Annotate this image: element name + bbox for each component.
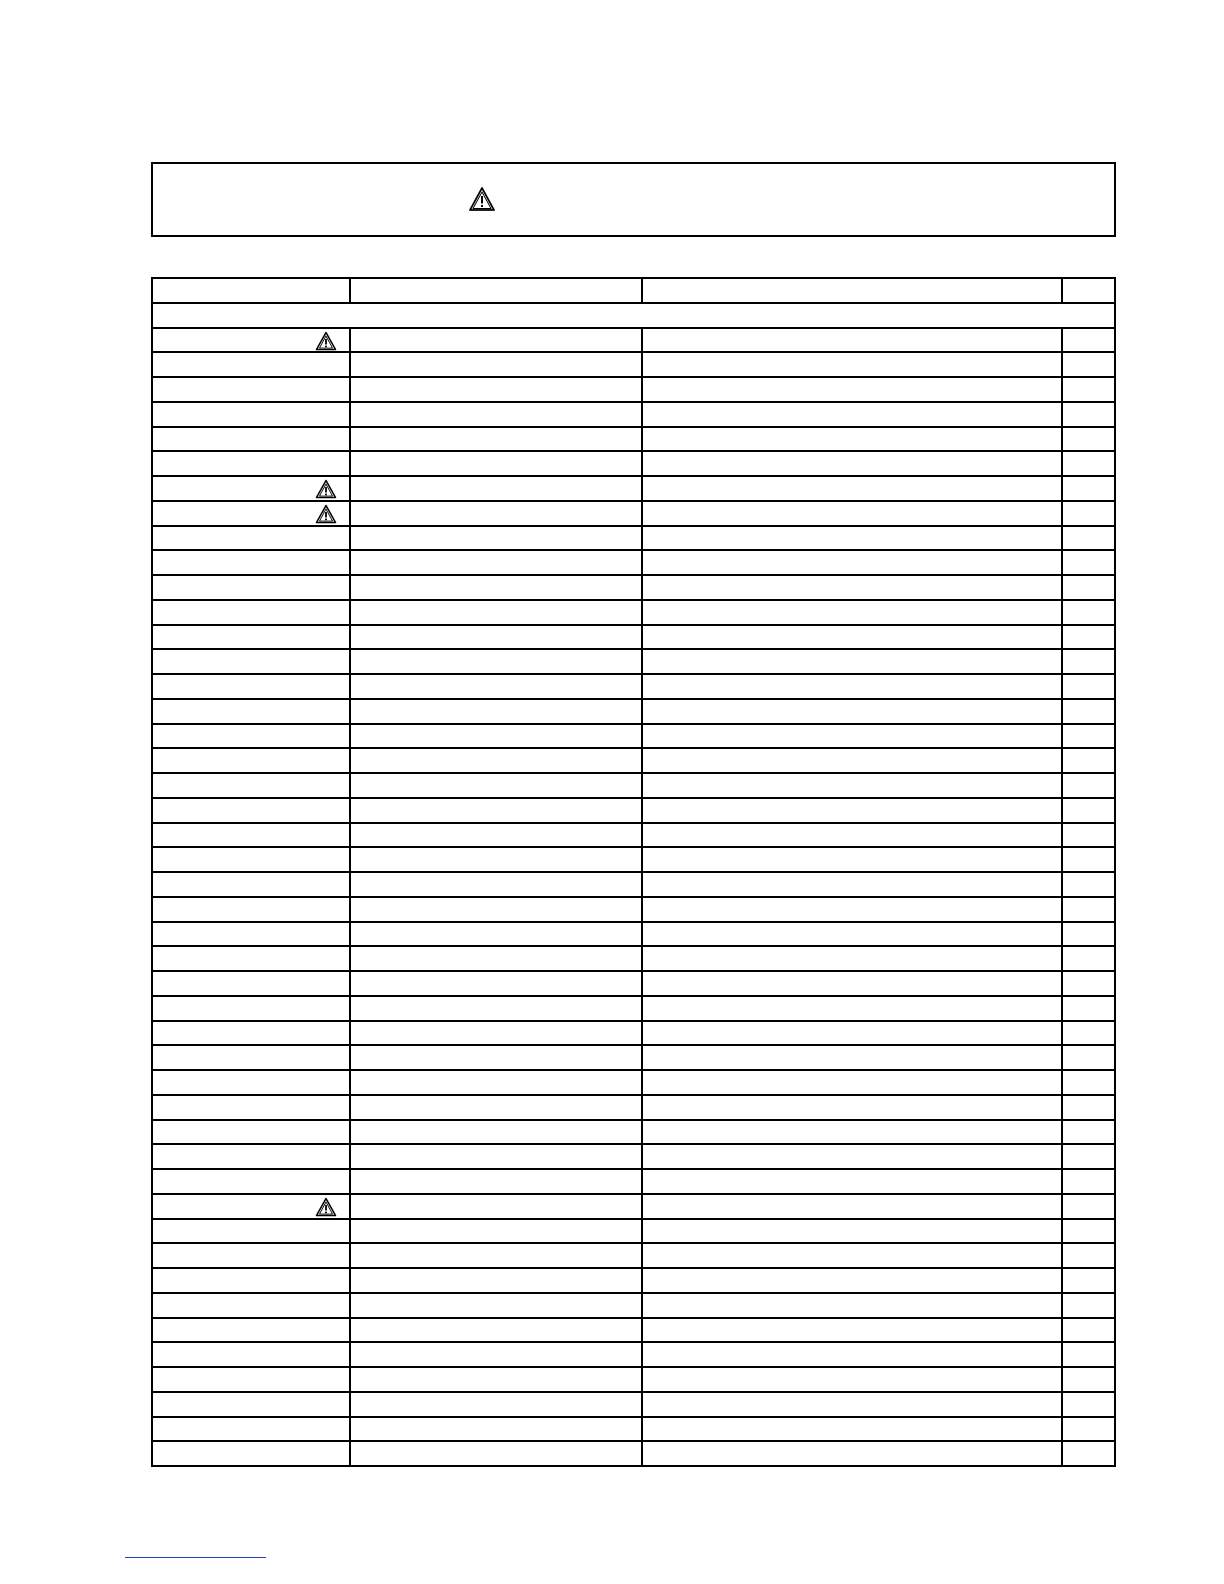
table-row: [152, 649, 1115, 674]
table-cell: [350, 1342, 642, 1367]
table-cell: [642, 1392, 1061, 1417]
table-cell: [350, 1441, 642, 1466]
table-cell: [350, 823, 642, 848]
table-row: [152, 501, 1115, 526]
table-cell: [350, 1417, 642, 1442]
table-row: [152, 1120, 1115, 1145]
table-row: [152, 798, 1115, 823]
table-cell: [152, 1095, 350, 1120]
table-row: [152, 823, 1115, 848]
safety-notice-box: [151, 162, 1116, 237]
table-cell: [152, 377, 350, 402]
table-cell: [642, 1070, 1061, 1095]
table-row: [152, 674, 1115, 699]
table-cell: [152, 724, 350, 749]
table-cell: [642, 550, 1061, 575]
table-cell: [1062, 996, 1115, 1021]
table-cell: [152, 748, 350, 773]
table-cell: [152, 649, 350, 674]
table-cell: [1062, 1219, 1115, 1244]
table-cell: [1062, 1120, 1115, 1145]
section-heading-row: [152, 303, 1115, 328]
table-cell: [152, 575, 350, 600]
table-cell: [152, 872, 350, 897]
table-row: [152, 352, 1115, 377]
table-cell: [152, 1219, 350, 1244]
table-cell: [350, 1367, 642, 1392]
table-cell: [1062, 748, 1115, 773]
table-row: [152, 1070, 1115, 1095]
table-cell: [152, 971, 350, 996]
table-cell: [350, 971, 642, 996]
table-cell: [152, 1070, 350, 1095]
table-cell: [642, 699, 1061, 724]
table-cell: [350, 872, 642, 897]
warning-triangle-icon: [315, 504, 337, 524]
table-cell: [350, 526, 642, 551]
table-row: [152, 575, 1115, 600]
table-cell: [1062, 946, 1115, 971]
table-row: [152, 600, 1115, 625]
table-cell: [152, 1367, 350, 1392]
table-row: [152, 402, 1115, 427]
table-cell: [350, 600, 642, 625]
table-cell: [642, 1293, 1061, 1318]
table-cell: [152, 600, 350, 625]
table-row: [152, 996, 1115, 1021]
table-cell: [1062, 1070, 1115, 1095]
table-cell: [152, 476, 350, 501]
table-cell: [152, 1417, 350, 1442]
table-cell: [152, 1293, 350, 1318]
table-row: [152, 748, 1115, 773]
table-cell: [152, 501, 350, 526]
table-row: [152, 773, 1115, 798]
table-cell: [1062, 823, 1115, 848]
footer-link-underline: [125, 1557, 266, 1558]
table-cell: [1062, 922, 1115, 947]
table-cell: [642, 328, 1061, 353]
table-cell: [642, 501, 1061, 526]
warning-triangle-icon: [315, 331, 337, 351]
table-cell: [642, 1120, 1061, 1145]
table-cell: [350, 699, 642, 724]
table-row: [152, 1095, 1115, 1120]
table-row: [152, 451, 1115, 476]
table-cell: [1062, 1243, 1115, 1268]
table-cell: [642, 996, 1061, 1021]
table-cell: [642, 1021, 1061, 1046]
table-cell: [350, 1293, 642, 1318]
table-cell: [1062, 1417, 1115, 1442]
table-row: [152, 847, 1115, 872]
table-cell: [1062, 1095, 1115, 1120]
table-cell: [350, 674, 642, 699]
table-cell: [350, 748, 642, 773]
table-row: [152, 922, 1115, 947]
table-cell: [152, 526, 350, 551]
table-cell: [1062, 550, 1115, 575]
table-cell: [350, 1169, 642, 1194]
table-cell: [152, 897, 350, 922]
table-cell: [152, 773, 350, 798]
table-cell: [1062, 1021, 1115, 1046]
header-cell: [1062, 278, 1115, 303]
table-row: [152, 1194, 1115, 1219]
table-cell: [350, 1268, 642, 1293]
table-row: [152, 724, 1115, 749]
table-cell: [642, 823, 1061, 848]
table-cell: [1062, 1144, 1115, 1169]
table-cell: [350, 1318, 642, 1343]
table-cell: [1062, 526, 1115, 551]
header-cell: [152, 278, 350, 303]
table-row: [152, 1219, 1115, 1244]
table-cell: [1062, 1367, 1115, 1392]
table-row: [152, 550, 1115, 575]
table-row: [152, 946, 1115, 971]
section-heading-cell: [152, 303, 1115, 328]
table-cell: [152, 402, 350, 427]
table-cell: [350, 476, 642, 501]
table-cell: [1062, 625, 1115, 650]
table-cell: [1062, 674, 1115, 699]
table-row: [152, 872, 1115, 897]
table-cell: [642, 625, 1061, 650]
table-row: [152, 1417, 1115, 1442]
table-cell: [350, 1392, 642, 1417]
table-cell: [350, 897, 642, 922]
table-cell: [152, 1318, 350, 1343]
table-cell: [642, 922, 1061, 947]
table-cell: [350, 377, 642, 402]
table-cell: [642, 575, 1061, 600]
table-cell: [1062, 1318, 1115, 1343]
header-cell: [350, 278, 642, 303]
table-row: [152, 1293, 1115, 1318]
table-cell: [642, 649, 1061, 674]
table-cell: [350, 724, 642, 749]
table-cell: [350, 625, 642, 650]
table-cell: [642, 748, 1061, 773]
table-cell: [1062, 847, 1115, 872]
table-cell: [350, 996, 642, 1021]
table-row: [152, 476, 1115, 501]
table-cell: [350, 649, 642, 674]
table-cell: [350, 451, 642, 476]
table-cell: [1062, 1342, 1115, 1367]
table-row: [152, 1021, 1115, 1046]
table-row: [152, 427, 1115, 452]
table-cell: [152, 1045, 350, 1070]
table-cell: [642, 971, 1061, 996]
table-row: [152, 1342, 1115, 1367]
table-header-row: [152, 278, 1115, 303]
table-cell: [1062, 1194, 1115, 1219]
table-cell: [152, 1392, 350, 1417]
table-cell: [350, 922, 642, 947]
table-cell: [1062, 377, 1115, 402]
table-cell: [642, 1219, 1061, 1244]
table-cell: [152, 922, 350, 947]
header-cell: [642, 278, 1061, 303]
table-cell: [642, 946, 1061, 971]
table-cell: [1062, 1045, 1115, 1070]
table-cell: [350, 501, 642, 526]
table-cell: [1062, 352, 1115, 377]
table-row: [152, 526, 1115, 551]
warning-triangle-icon: [315, 479, 337, 499]
parts-list-table: [151, 277, 1116, 1467]
table-row: [152, 328, 1115, 353]
table-cell: [1062, 476, 1115, 501]
table-cell: [152, 823, 350, 848]
table-cell: [152, 847, 350, 872]
table-cell: [642, 674, 1061, 699]
table-row: [152, 1441, 1115, 1466]
table-cell: [152, 451, 350, 476]
table-cell: [1062, 649, 1115, 674]
table-row: [152, 1367, 1115, 1392]
table-cell: [152, 1120, 350, 1145]
table-cell: [1062, 402, 1115, 427]
table-cell: [152, 328, 350, 353]
table-cell: [1062, 328, 1115, 353]
table-cell: [350, 1120, 642, 1145]
table-cell: [350, 1219, 642, 1244]
table-cell: [642, 1367, 1061, 1392]
table-cell: [1062, 1268, 1115, 1293]
table-cell: [1062, 451, 1115, 476]
table-cell: [152, 550, 350, 575]
table-cell: [350, 1095, 642, 1120]
table-cell: [642, 897, 1061, 922]
table-cell: [1062, 971, 1115, 996]
table-cell: [642, 724, 1061, 749]
table-row: [152, 1318, 1115, 1343]
table-cell: [642, 352, 1061, 377]
table-cell: [350, 352, 642, 377]
table-cell: [152, 946, 350, 971]
table-row: [152, 699, 1115, 724]
table-row: [152, 1144, 1115, 1169]
table-row: [152, 971, 1115, 996]
table-cell: [642, 451, 1061, 476]
table-cell: [152, 699, 350, 724]
table-cell: [152, 352, 350, 377]
table-cell: [152, 674, 350, 699]
table-cell: [642, 1243, 1061, 1268]
table-cell: [152, 1144, 350, 1169]
table-cell: [642, 1169, 1061, 1194]
table-row: [152, 1243, 1115, 1268]
table-cell: [152, 625, 350, 650]
table-cell: [1062, 1441, 1115, 1466]
table-cell: [642, 427, 1061, 452]
table-cell: [350, 1021, 642, 1046]
table-cell: [350, 1070, 642, 1095]
table-cell: [350, 575, 642, 600]
table-cell: [350, 550, 642, 575]
table-cell: [350, 847, 642, 872]
table-cell: [1062, 699, 1115, 724]
table-cell: [1062, 897, 1115, 922]
table-cell: [642, 1318, 1061, 1343]
table-cell: [642, 1194, 1061, 1219]
table-cell: [642, 600, 1061, 625]
table-row: [152, 1268, 1115, 1293]
table-row: [152, 897, 1115, 922]
table-cell: [152, 1169, 350, 1194]
table-cell: [350, 328, 642, 353]
table-cell: [1062, 872, 1115, 897]
table-cell: [1062, 427, 1115, 452]
table-row: [152, 1045, 1115, 1070]
table-cell: [152, 427, 350, 452]
table-cell: [1062, 1392, 1115, 1417]
table-row: [152, 1392, 1115, 1417]
table-cell: [152, 1243, 350, 1268]
table-cell: [1062, 798, 1115, 823]
table-cell: [350, 773, 642, 798]
table-cell: [350, 402, 642, 427]
warning-triangle-icon: [315, 1197, 337, 1217]
table-cell: [642, 1095, 1061, 1120]
table-row: [152, 625, 1115, 650]
table-cell: [642, 847, 1061, 872]
table-cell: [152, 1342, 350, 1367]
table-cell: [152, 1268, 350, 1293]
table-cell: [350, 427, 642, 452]
table-cell: [642, 1417, 1061, 1442]
table-cell: [642, 377, 1061, 402]
warning-triangle-icon: [468, 186, 496, 212]
table-cell: [642, 798, 1061, 823]
table-cell: [642, 1268, 1061, 1293]
table-cell: [152, 996, 350, 1021]
table-cell: [350, 1144, 642, 1169]
table-row: [152, 377, 1115, 402]
table-cell: [1062, 773, 1115, 798]
table-cell: [350, 1243, 642, 1268]
table-cell: [350, 946, 642, 971]
table-cell: [350, 1194, 642, 1219]
table-cell: [642, 1441, 1061, 1466]
table-cell: [1062, 575, 1115, 600]
table-cell: [642, 526, 1061, 551]
table-cell: [642, 1144, 1061, 1169]
table-cell: [1062, 1293, 1115, 1318]
table-cell: [642, 402, 1061, 427]
table-cell: [152, 1021, 350, 1046]
table-cell: [1062, 724, 1115, 749]
parts-list-body: [152, 278, 1115, 1466]
table-cell: [642, 1342, 1061, 1367]
table-cell: [152, 1194, 350, 1219]
table-cell: [1062, 600, 1115, 625]
table-cell: [1062, 1169, 1115, 1194]
table-cell: [642, 773, 1061, 798]
table-row: [152, 1169, 1115, 1194]
table-cell: [1062, 501, 1115, 526]
table-cell: [350, 1045, 642, 1070]
table-cell: [152, 798, 350, 823]
table-cell: [350, 798, 642, 823]
table-cell: [642, 476, 1061, 501]
table-cell: [152, 1441, 350, 1466]
table-cell: [642, 872, 1061, 897]
table-cell: [642, 1045, 1061, 1070]
